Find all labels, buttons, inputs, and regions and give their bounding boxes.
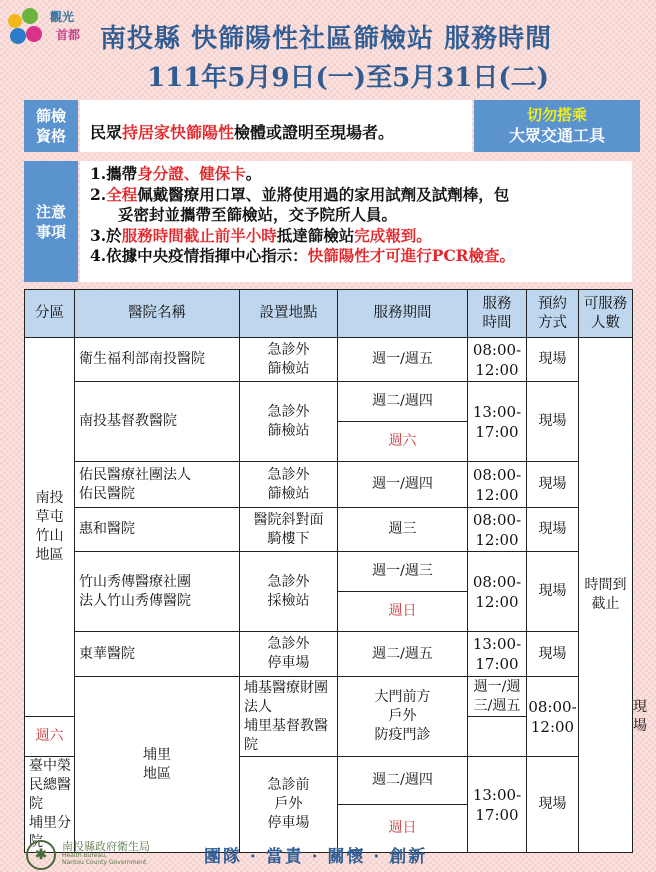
col-header-location: 設置地點 bbox=[240, 290, 338, 338]
hospital-name: 東華醫院 bbox=[75, 632, 240, 677]
service-time: 13:00- 17:00 bbox=[468, 632, 527, 677]
table-row bbox=[25, 462, 633, 508]
service-time: 13:00- 17:00 bbox=[468, 382, 527, 462]
service-time: 08:00- 12:00 bbox=[468, 552, 527, 632]
table-row bbox=[25, 552, 633, 592]
capacity-cell: 時間到 截止 bbox=[579, 338, 633, 853]
period: 週三 bbox=[338, 508, 468, 552]
region-puli: 埔里 地區 bbox=[75, 677, 240, 853]
col-header-capacity: 可服務 人數 bbox=[579, 290, 633, 338]
period: 週二/週五 bbox=[338, 632, 468, 677]
location: 大門前方 戶外 防疫門診 bbox=[338, 677, 468, 757]
tourism-capital-logo bbox=[6, 6, 84, 48]
location: 急診外 停車場 bbox=[240, 632, 338, 677]
col-header-service-time: 服務 時間 bbox=[468, 290, 527, 338]
notes-list bbox=[90, 164, 515, 267]
hospital-name: 竹山秀傳醫療社團 法人竹山秀傳醫院 bbox=[75, 552, 240, 632]
table-row: 埔里 地區 埔基醫療財團法人 埔里基督教醫院 大門前方 戶外 防疫門診 週一/週三/週五 08:00- 12:00 現場 bbox=[25, 677, 633, 717]
logo-circle-pink bbox=[26, 26, 42, 42]
period-weekend: 週六 bbox=[25, 717, 75, 757]
hospital-name: 惠和醫院 bbox=[75, 508, 240, 552]
schedule-table bbox=[24, 289, 647, 853]
table-row bbox=[25, 338, 633, 382]
table-row bbox=[25, 632, 633, 677]
eligibility-text: 民眾持居家快篩陽性檢體或證明至現場者。 bbox=[90, 123, 395, 142]
table-row bbox=[25, 382, 633, 422]
logo-text-capital: 首都 bbox=[56, 28, 81, 42]
booking: 現場 bbox=[527, 508, 579, 552]
location: 急診外 採檢站 bbox=[240, 552, 338, 632]
hospital-name: 衛生福利部南投醫院 bbox=[75, 338, 240, 382]
note-item: 1.攜帶身分證、健保卡。 bbox=[90, 164, 262, 183]
booking: 現場 bbox=[527, 757, 579, 853]
period: 週二/週四 bbox=[338, 382, 468, 422]
period: 週一/週五 bbox=[338, 338, 468, 382]
logo-circle-blue bbox=[10, 28, 26, 44]
motto: 團隊 · 當責 · 關懷 · 創新 bbox=[204, 847, 428, 867]
booking: 現場 bbox=[527, 632, 579, 677]
logo-text-tourism: 觀光 bbox=[50, 10, 75, 24]
note-item-continued: 妥密封並攜帶至篩檢站，交予院所人員。 bbox=[118, 205, 398, 224]
table-row bbox=[25, 508, 633, 552]
period-weekend: 週六 bbox=[338, 422, 468, 462]
service-time: 08:00- 12:00 bbox=[527, 677, 579, 757]
col-header-hospital: 醫院名稱 bbox=[75, 290, 240, 338]
transport-warning: 切勿搭乘 大眾交通工具 bbox=[474, 100, 640, 152]
booking: 現場 bbox=[527, 552, 579, 632]
location: 急診外 篩檢站 bbox=[240, 462, 338, 508]
hospital-name: 埔基醫療財團法人 埔里基督教醫院 bbox=[240, 677, 338, 757]
hospital-name: 臺中榮民總醫院 埔里分院 bbox=[25, 757, 75, 853]
location: 急診外 篩檢站 bbox=[240, 382, 338, 462]
period: 週一/週四 bbox=[338, 462, 468, 508]
note-item: 3.於服務時間截止前半小時抵達篩檢站完成報到。 bbox=[90, 225, 432, 245]
logo-circle-yellow bbox=[8, 14, 22, 28]
period: 週一/週三 bbox=[338, 552, 468, 592]
notes-label: 注意 事項 bbox=[24, 161, 78, 282]
col-header-booking: 預約 方式 bbox=[527, 290, 579, 338]
location: 急診前 戶外 停車場 bbox=[240, 757, 338, 853]
booking: 現場 bbox=[527, 382, 579, 462]
page-title: 南投縣 快篩陽性社區篩檢站 服務時間 bbox=[100, 24, 553, 54]
location: 醫院斜對面 騎樓下 bbox=[240, 508, 338, 552]
table-header-row bbox=[25, 290, 633, 338]
logo-circle-green bbox=[22, 8, 38, 24]
note-item: 2.全程佩戴醫療用口罩、並將使用過的家用試劑及試劑棒，包 bbox=[90, 184, 510, 204]
eligibility-label: 篩檢 資格 bbox=[24, 100, 78, 152]
service-time: 08:00- 12:00 bbox=[468, 338, 527, 382]
service-time: 08:00- 12:00 bbox=[468, 462, 527, 508]
period: 週二/週四 bbox=[338, 757, 468, 805]
booking: 現場 bbox=[527, 338, 579, 382]
hospital-name: 佑民醫療社團法人 佑民醫院 bbox=[75, 462, 240, 508]
date-range: 111年5月9日(一)至5月31日(二) bbox=[147, 63, 549, 93]
period: 週一/週三/週五 bbox=[468, 677, 527, 717]
location: 急診外 篩檢站 bbox=[240, 338, 338, 382]
health-bureau-emblem-icon: ✱ bbox=[26, 840, 56, 870]
col-header-period: 服務期間 bbox=[338, 290, 468, 338]
period-weekend: 週日 bbox=[338, 805, 468, 853]
note-item: 4.依據中央疫情指揮中心指示：快篩陽性才可進行PCR檢查。 bbox=[90, 246, 516, 265]
col-header-region: 分區 bbox=[25, 290, 75, 338]
health-bureau-name: 南投縣政府衛生局 bbox=[62, 840, 150, 853]
hospital-name: 南投基督教醫院 bbox=[75, 382, 240, 462]
health-bureau-english: Health Bureau, Nantou County Government bbox=[62, 852, 147, 866]
period-weekend: 週日 bbox=[338, 592, 468, 632]
booking: 現場 bbox=[527, 462, 579, 508]
service-time: 13:00- 17:00 bbox=[468, 757, 527, 853]
region-nantou-caotun-zhushan: 南投 草屯 竹山 地區 bbox=[25, 338, 75, 717]
service-time: 08:00- 12:00 bbox=[468, 508, 527, 552]
